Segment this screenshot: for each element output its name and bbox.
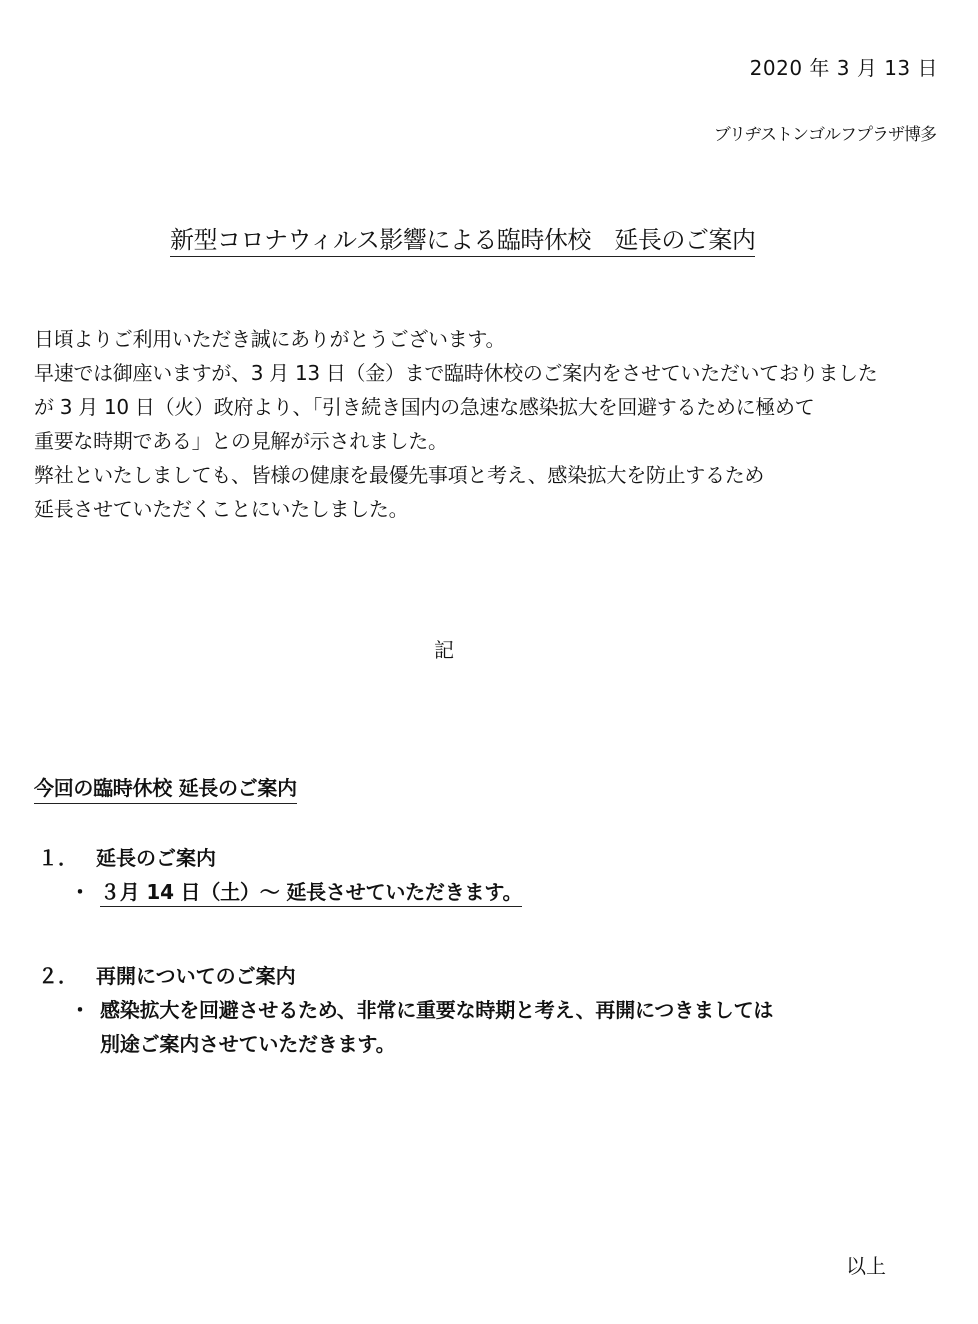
section-heading: 今回の臨時休校 延長のご案内 bbox=[34, 772, 297, 804]
document-date: 2020 年 3 月 13 日 bbox=[749, 56, 938, 80]
body-paragraph bbox=[34, 322, 939, 526]
body-line: 日頃よりご利用いただき誠にありがとうございます。 bbox=[34, 327, 506, 351]
bullet-text: 感染拡大を回避させるため、非常に重要な時期と考え、再開につきましては bbox=[100, 998, 774, 1022]
bullet-extension-date bbox=[70, 876, 522, 905]
item-label: 延長のご案内 bbox=[96, 846, 216, 870]
bullet-mark: ・ bbox=[70, 880, 90, 904]
item-number: １． bbox=[38, 846, 78, 870]
list-item-extension bbox=[38, 842, 216, 871]
body-line: が 3 月 10 日（火）政府より、「引き続き国内の急速な感染拡大を回避するために極めて bbox=[34, 395, 815, 419]
bullet-mark: ・ bbox=[70, 998, 90, 1022]
item-label: 再開についてのご案内 bbox=[96, 964, 296, 988]
bullet-text-continued: 別途ご案内させていただきます。 bbox=[100, 1032, 396, 1056]
body-line: 弊社といたしましても、皆様の健康を最優先事項と考え、感染拡大を防止するため bbox=[34, 463, 765, 487]
list-item-reopening bbox=[38, 960, 296, 989]
body-line: 延長させていただくことにいたしました。 bbox=[34, 497, 409, 521]
body-line: 早速では御座いますが、3 月 13 日（金）まで臨時休校のご案内をさせていただいておりました bbox=[34, 361, 878, 385]
ki-marker: 記 bbox=[434, 638, 454, 662]
document-title: 新型コロナウィルス影響による臨時休校 延長のご案内 bbox=[170, 220, 755, 257]
item-number: ２． bbox=[38, 964, 78, 988]
bullet-reopening-info bbox=[70, 994, 773, 1023]
body-line: 重要な時期である」との見解が示されました。 bbox=[34, 429, 448, 453]
bullet-text: ３月 14 日（土）～ 延長させていただきます。 bbox=[100, 880, 522, 907]
closing-mark: 以上 bbox=[846, 1254, 886, 1278]
organization-name: ブリヂストンゴルフプラザ博多 bbox=[713, 125, 936, 145]
